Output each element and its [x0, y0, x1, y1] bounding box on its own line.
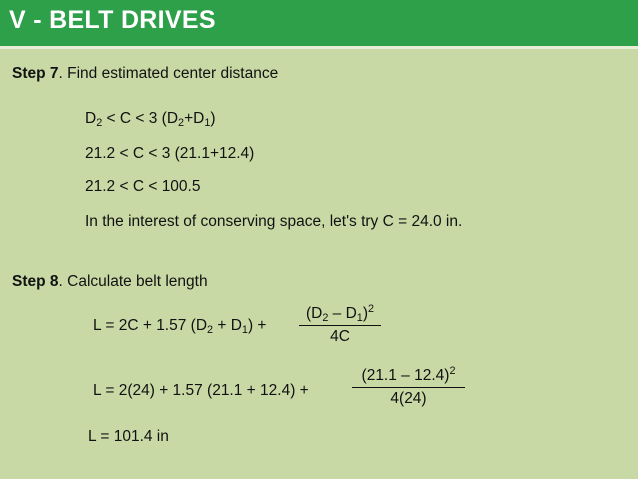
eq-subscript: 1 — [241, 324, 248, 336]
eq-part: – D — [328, 305, 357, 322]
title-divider — [0, 46, 638, 49]
eq-part: +D — [184, 110, 205, 127]
slide-title: V - BELT DRIVES — [9, 6, 216, 34]
step7-heading — [12, 65, 278, 83]
eq-part: (21.1 – 12.4) — [361, 367, 450, 384]
title-bar — [0, 0, 638, 46]
eq-part: ) — [362, 305, 368, 322]
eq-subscript: 2 — [178, 117, 185, 129]
eq-part: + D — [213, 317, 242, 334]
belt-length-fraction — [299, 305, 381, 346]
eq-subscript: 1 — [204, 117, 211, 129]
belt-length-result: L = 101.4 in — [88, 428, 169, 445]
eq-subscript: 2 — [207, 324, 214, 336]
eq-part: ) + — [247, 317, 267, 334]
eq-subscript: 1 — [356, 312, 363, 324]
eq-superscript: 2 — [449, 365, 456, 377]
belt-length-formula — [93, 317, 266, 335]
belt-length-substitution: L = 2(24) + 1.57 (21.1 + 12.4) + — [93, 382, 309, 399]
step8-label: Step 8 — [12, 273, 59, 290]
eq-subscript: 2 — [96, 117, 103, 129]
eq-part: < C < 3 (D — [102, 110, 179, 127]
eq-part: (D — [305, 305, 323, 322]
fraction-denominator: 4(24) — [390, 390, 427, 407]
step7-choice-text: In the interest of conserving space, let's try C = 24.0 in. — [85, 213, 463, 230]
eq-part: L = 2C + 1.57 (D — [93, 317, 208, 334]
fraction-numerator — [352, 367, 465, 388]
eq-part: D — [85, 110, 97, 127]
step8-heading — [12, 273, 208, 291]
fraction-denominator: 4C — [330, 328, 350, 345]
step8-text: . Calculate belt length — [58, 273, 208, 290]
step7-text: . Find estimated center distance — [58, 65, 279, 82]
step7-inequality-result: 21.2 < C < 100.5 — [85, 178, 201, 195]
eq-part: ) — [210, 110, 216, 127]
eq-subscript: 2 — [322, 312, 329, 324]
step7-inequality-values: 21.2 < C < 3 (21.1+12.4) — [85, 145, 255, 162]
substitution-fraction — [352, 367, 465, 408]
fraction-numerator — [299, 305, 381, 326]
step7-label: Step 7 — [12, 65, 59, 82]
eq-superscript: 2 — [368, 303, 375, 315]
step7-inequality-symbolic — [85, 110, 216, 128]
